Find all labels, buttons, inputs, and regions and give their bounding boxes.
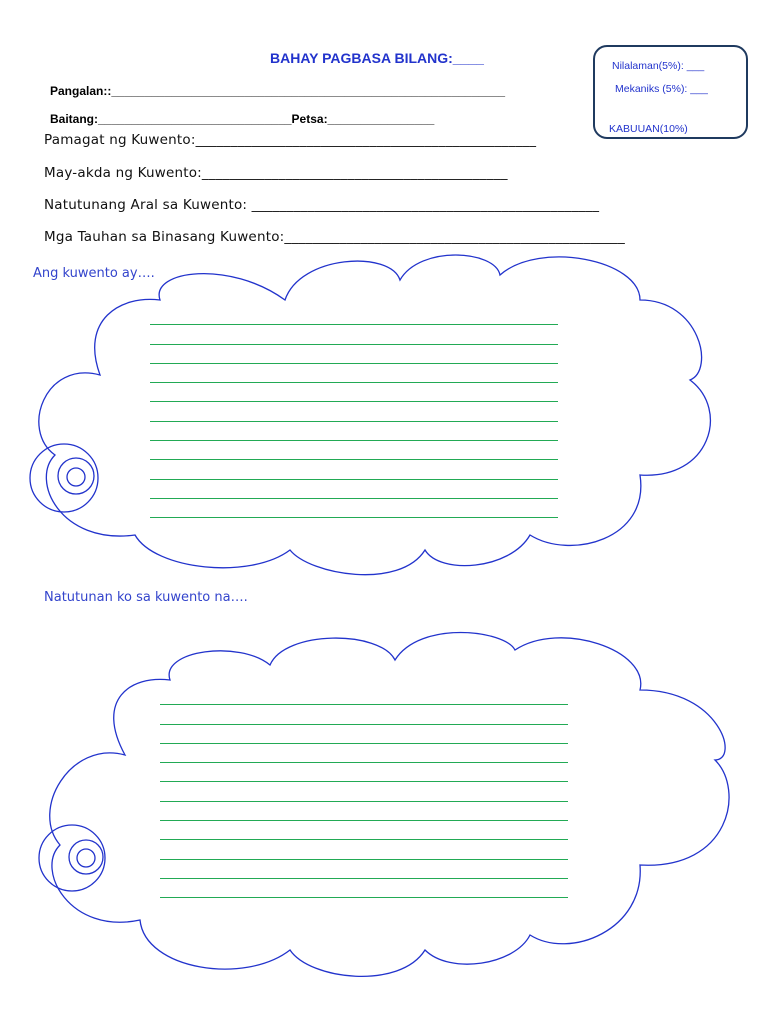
name-field[interactable]: Pangalan::___________________________________________________________ — [50, 84, 506, 98]
grade-date-field[interactable]: Baitang:_____________________________Petsa:________________ — [50, 112, 435, 126]
writing-lines-learned[interactable] — [160, 686, 568, 898]
writing-line[interactable] — [160, 879, 568, 898]
writing-line[interactable] — [160, 860, 568, 879]
story-title-field[interactable]: Pamagat ng Kuwento:_________________________________________________ — [44, 132, 537, 148]
writing-line[interactable] — [160, 725, 568, 744]
writing-line[interactable] — [160, 840, 568, 859]
writing-line[interactable] — [160, 763, 568, 782]
writing-line[interactable] — [160, 686, 568, 705]
score-total-label: KABUUAN(10%) — [609, 123, 688, 135]
page-title: BAHAY PAGBASA BILANG:____ — [270, 50, 484, 66]
writing-line[interactable] — [160, 821, 568, 840]
writing-line[interactable] — [160, 802, 568, 821]
characters-field[interactable]: Mga Tauhan sa Binasang Kuwento:_________________________________________________ — [44, 229, 625, 245]
learned-prompt: Natutunan ko sa kuwento na…. — [44, 590, 248, 605]
lesson-field[interactable]: Natutunang Aral sa Kuwento: __________________________________________________ — [44, 197, 600, 213]
author-field[interactable]: May-akda ng Kuwento:____________________________________________ — [44, 165, 508, 181]
story-prompt: Ang kuwento ay…. — [33, 266, 155, 281]
writing-line[interactable] — [160, 705, 568, 724]
score-content-label: Nilalaman(5%): ___ — [612, 60, 705, 72]
writing-line[interactable] — [160, 782, 568, 801]
writing-line[interactable] — [160, 744, 568, 763]
score-mechanics-label: Mekaniks (5%): ___ — [615, 83, 708, 95]
